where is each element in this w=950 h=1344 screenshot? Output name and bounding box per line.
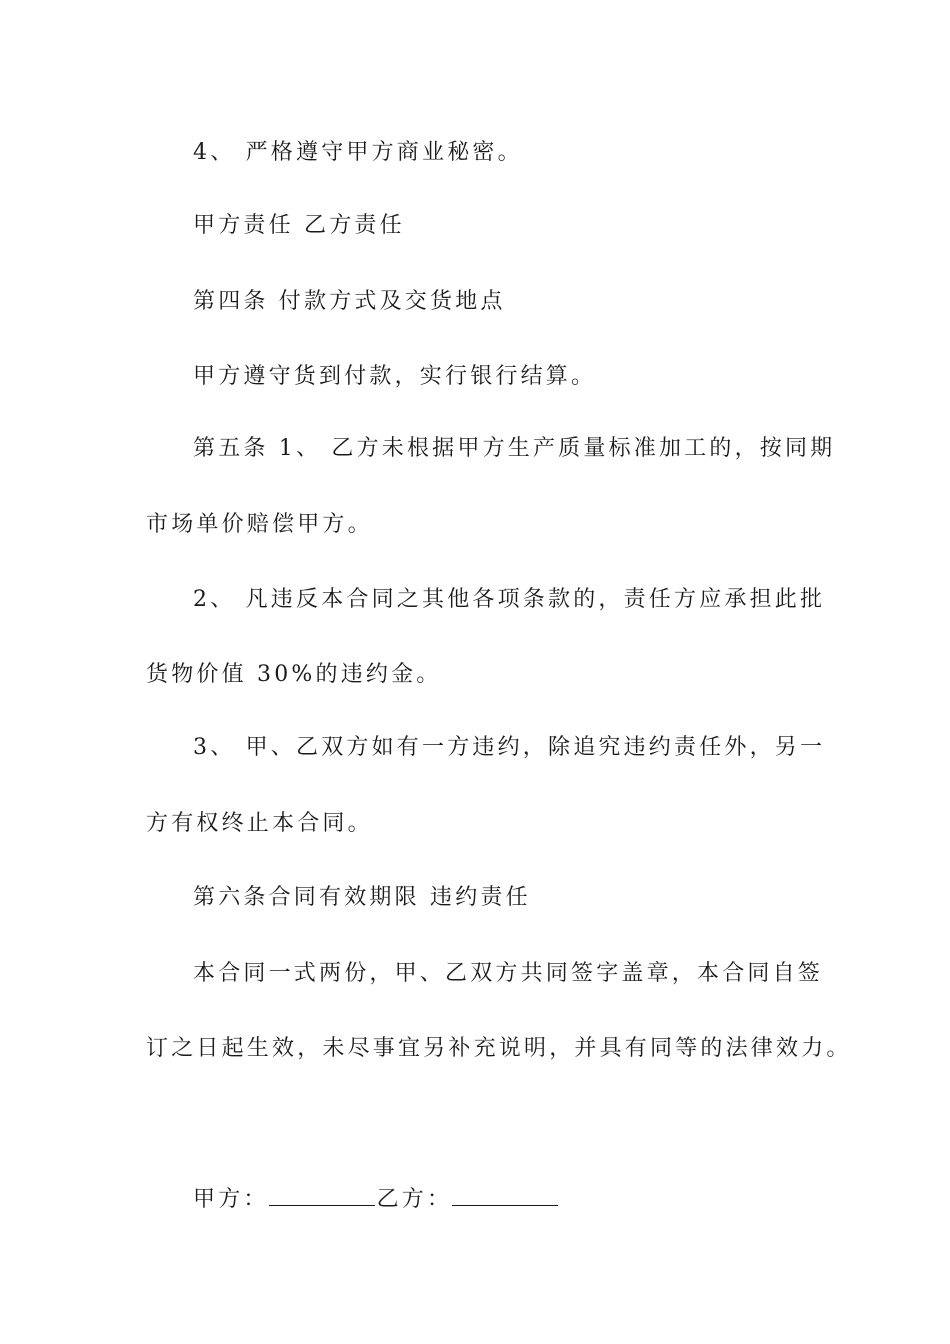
article-6-heading: 第六条合同有效期限 违约责任 <box>193 885 531 910</box>
party-a-label: 甲方： <box>193 1187 269 1212</box>
party-a-signature-blank <box>269 1183 375 1206</box>
article-4-body: 甲方遵守货到付款，实行银行结算。 <box>193 364 597 389</box>
article-5-clause-1-line-2: 市场单价赔偿甲方。 <box>146 512 373 537</box>
responsibility-heading: 甲方责任 乙方责任 <box>193 213 405 238</box>
party-b-label: 乙方： <box>376 1187 453 1212</box>
article-4-heading: 第四条 付款方式及交货地点 <box>193 289 506 314</box>
article-5-clause-3-line-2: 方有权终止本合同。 <box>146 811 373 836</box>
clause-4-confidentiality: 4、 严格遵守甲方商业秘密。 <box>193 140 523 165</box>
article-5-clause-1-line-1: 第五条 1、 乙方未根据甲方生产质量标准加工的，按同期 <box>193 436 836 461</box>
article-5-clause-2-line-2: 货物价值 30%的违约金。 <box>146 662 442 687</box>
party-b-signature-blank <box>452 1183 558 1206</box>
article-5-clause-2-line-1: 2、 凡违反本合同之其他各项条款的，责任方应承担此批 <box>193 587 826 612</box>
article-6-body-line-1: 本合同一式两份，甲、乙双方共同签字盖章，本合同自签 <box>193 961 824 986</box>
article-5-clause-3-line-1: 3、 甲、乙双方如有一方违约，除追究违约责任外，另一 <box>193 735 826 760</box>
article-6-body-line-2: 订之日起生效，未尽事宜另补充说明，并具有同等的法律效力。 <box>146 1036 852 1061</box>
signature-row <box>193 1183 560 1215</box>
